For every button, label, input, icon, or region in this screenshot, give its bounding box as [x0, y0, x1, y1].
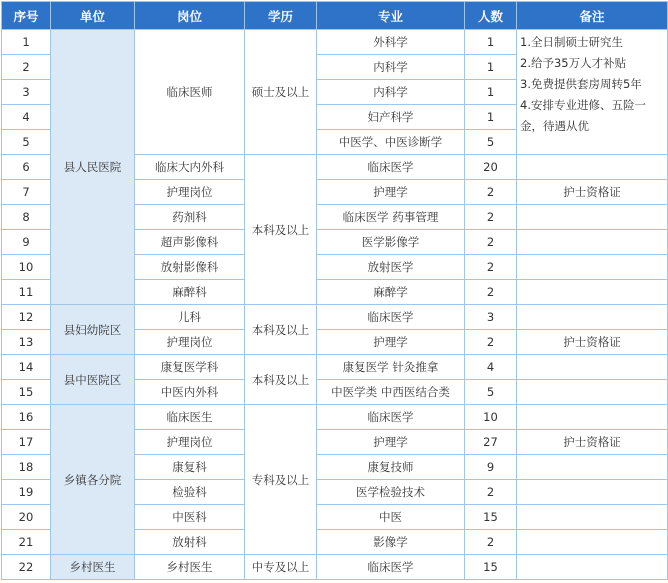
remark-line: 2.给予35万人才补贴 [520, 56, 627, 70]
row-number: 8 [2, 205, 51, 230]
row-number: 5 [2, 130, 51, 155]
position-cell: 临床医师 [135, 30, 245, 155]
remark-line: 4.安排专业进修、五险一 [520, 98, 646, 112]
remarks-cell [517, 380, 668, 405]
count-cell: 1 [465, 105, 517, 130]
row-number: 18 [2, 455, 51, 480]
row-number: 3 [2, 80, 51, 105]
position-cell: 检验科 [135, 480, 245, 505]
education-cell: 专科及以上 [245, 405, 317, 555]
major-cell: 中医 [317, 505, 465, 530]
major-cell: 中医学、中医诊断学 [317, 130, 465, 155]
position-cell: 临床大内外科 [135, 155, 245, 180]
remarks-cell [517, 230, 668, 255]
count-cell: 2 [465, 530, 517, 555]
count-cell: 2 [465, 330, 517, 355]
header-row [2, 2, 668, 30]
position-cell: 麻醉科 [135, 280, 245, 305]
position-cell: 护理岗位 [135, 180, 245, 205]
header-position: 岗位 [135, 2, 245, 30]
major-cell: 放射医学 [317, 255, 465, 280]
row-number: 2 [2, 55, 51, 80]
remarks-cell [517, 355, 668, 380]
table-row [2, 355, 668, 380]
count-cell: 2 [465, 280, 517, 305]
row-number: 6 [2, 155, 51, 180]
education-cell: 本科及以上 [245, 155, 317, 305]
row-number: 1 [2, 30, 51, 55]
major-cell: 外科学 [317, 30, 465, 55]
table-row [2, 405, 668, 430]
education-cell: 中专及以上 [245, 555, 317, 580]
remarks-cell [517, 155, 668, 180]
row-number: 13 [2, 330, 51, 355]
major-cell: 康复技师 [317, 455, 465, 480]
major-cell: 临床医学 [317, 155, 465, 180]
row-number: 14 [2, 355, 51, 380]
count-cell: 4 [465, 355, 517, 380]
position-cell: 超声影像科 [135, 230, 245, 255]
row-number: 11 [2, 280, 51, 305]
remark-line: 金，待遇从优 [520, 119, 589, 133]
major-cell: 内科学 [317, 55, 465, 80]
remarks-cell [517, 505, 668, 530]
count-cell: 15 [465, 555, 517, 580]
remarks-block [517, 30, 668, 155]
row-number: 21 [2, 530, 51, 555]
count-cell: 15 [465, 505, 517, 530]
row-number: 7 [2, 180, 51, 205]
count-cell: 2 [465, 230, 517, 255]
remarks-cell [517, 530, 668, 555]
row-number: 10 [2, 255, 51, 280]
unit-cell: 乡村医生 [51, 555, 135, 580]
remarks-cell [517, 255, 668, 280]
education-cell: 本科及以上 [245, 355, 317, 405]
row-number: 12 [2, 305, 51, 330]
row-number: 16 [2, 405, 51, 430]
row-number: 22 [2, 555, 51, 580]
education-cell: 硕士及以上 [245, 30, 317, 155]
count-cell: 20 [465, 155, 517, 180]
count-cell: 3 [465, 305, 517, 330]
remark-line: 3.免费提供套房周转5年 [520, 77, 642, 91]
position-cell: 康复医学科 [135, 355, 245, 380]
remarks-cell: 护士资格证 [517, 430, 668, 455]
unit-cell: 县人民医院 [51, 30, 135, 305]
header-unit: 单位 [51, 2, 135, 30]
remarks-cell [517, 405, 668, 430]
major-cell: 康复医学 针灸推拿 [317, 355, 465, 380]
major-cell: 护理学 [317, 180, 465, 205]
position-cell: 护理岗位 [135, 330, 245, 355]
position-cell: 康复科 [135, 455, 245, 480]
row-number: 4 [2, 105, 51, 130]
major-cell: 麻醉学 [317, 280, 465, 305]
header-education: 学历 [245, 2, 317, 30]
table-row [2, 30, 668, 55]
row-number: 20 [2, 505, 51, 530]
header-major: 专业 [317, 2, 465, 30]
header-count: 人数 [465, 2, 517, 30]
major-cell: 临床医学 [317, 405, 465, 430]
major-cell: 护理学 [317, 330, 465, 355]
position-cell: 护理岗位 [135, 430, 245, 455]
count-cell: 1 [465, 30, 517, 55]
count-cell: 1 [465, 55, 517, 80]
header-no: 序号 [2, 2, 51, 30]
remarks-cell [517, 280, 668, 305]
major-cell: 中医学类 中西医结合类 [317, 380, 465, 405]
count-cell: 9 [465, 455, 517, 480]
table-row [2, 555, 668, 580]
major-cell: 医学影像学 [317, 230, 465, 255]
major-cell: 临床医学 [317, 555, 465, 580]
count-cell: 10 [465, 405, 517, 430]
count-cell: 1 [465, 80, 517, 105]
count-cell: 2 [465, 255, 517, 280]
position-cell: 乡村医生 [135, 555, 245, 580]
row-number: 15 [2, 380, 51, 405]
position-cell: 中医科 [135, 505, 245, 530]
count-cell: 27 [465, 430, 517, 455]
header-remarks: 备注 [517, 2, 668, 30]
major-cell: 医学检验技术 [317, 480, 465, 505]
position-cell: 儿科 [135, 305, 245, 330]
remark-line: 1.全日制硕士研究生 [520, 35, 623, 49]
remarks-cell [517, 480, 668, 505]
major-cell: 妇产科学 [317, 105, 465, 130]
remarks-cell: 护士资格证 [517, 180, 668, 205]
major-cell: 临床医学 [317, 305, 465, 330]
major-cell: 内科学 [317, 80, 465, 105]
count-cell: 2 [465, 180, 517, 205]
remarks-cell [517, 305, 668, 330]
position-cell: 药剂科 [135, 205, 245, 230]
major-cell: 影像学 [317, 530, 465, 555]
unit-cell: 县妇幼院区 [51, 305, 135, 355]
position-cell: 中医内外科 [135, 380, 245, 405]
remarks-cell [517, 205, 668, 230]
remarks-cell: 护士资格证 [517, 330, 668, 355]
row-number: 17 [2, 430, 51, 455]
recruitment-table [1, 1, 668, 580]
position-cell: 放射影像科 [135, 255, 245, 280]
count-cell: 5 [465, 130, 517, 155]
major-cell: 护理学 [317, 430, 465, 455]
count-cell: 2 [465, 480, 517, 505]
row-number: 9 [2, 230, 51, 255]
table-row [2, 305, 668, 330]
count-cell: 2 [465, 205, 517, 230]
remarks-cell [517, 455, 668, 480]
row-number: 19 [2, 480, 51, 505]
major-cell: 临床医学 药事管理 [317, 205, 465, 230]
position-cell: 临床医生 [135, 405, 245, 430]
remarks-cell [517, 555, 668, 580]
count-cell: 5 [465, 380, 517, 405]
unit-cell: 乡镇各分院 [51, 405, 135, 555]
unit-cell: 县中医院区 [51, 355, 135, 405]
position-cell: 放射科 [135, 530, 245, 555]
education-cell: 本科及以上 [245, 305, 317, 355]
